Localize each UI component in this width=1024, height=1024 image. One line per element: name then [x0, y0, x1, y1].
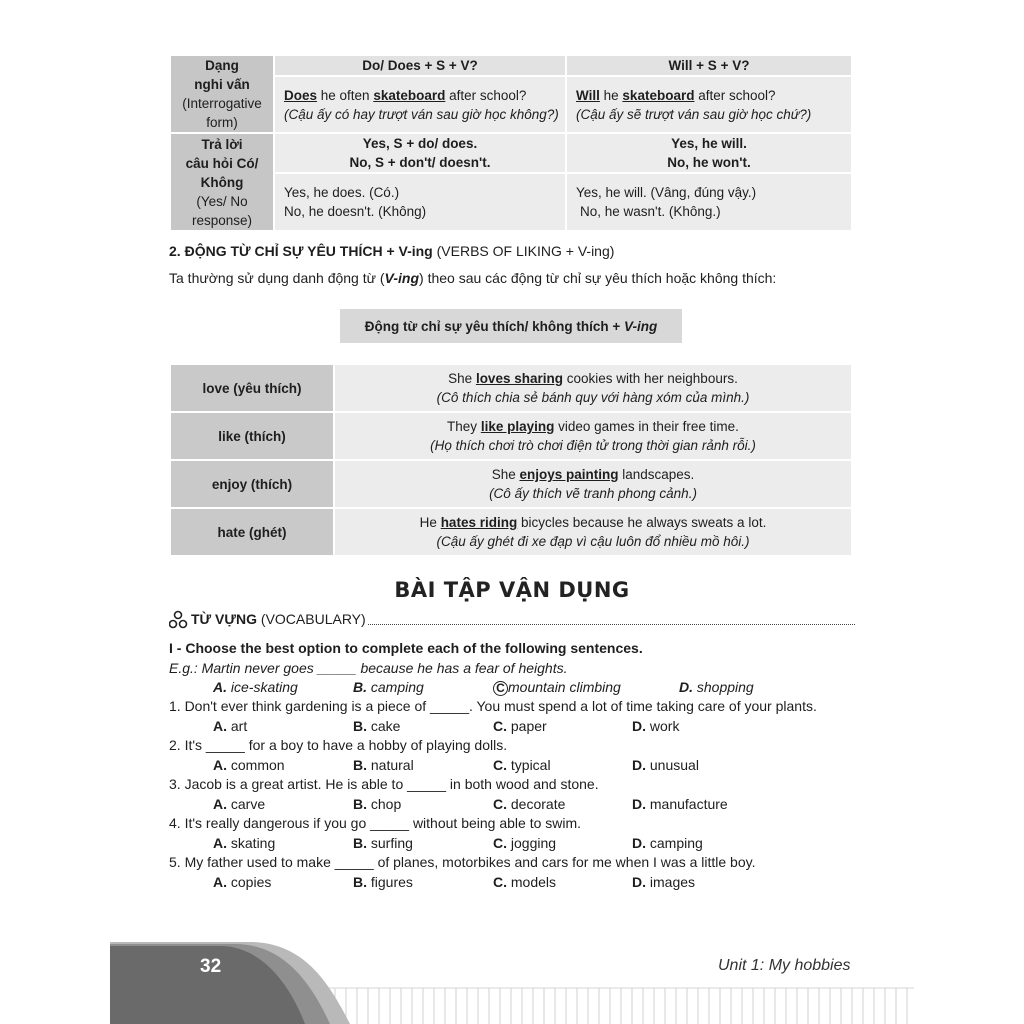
option-d [632, 796, 728, 812]
question-text: 1. Don't ever think gardening is a piece of _____. You must spend a lot of time taking care of your plants. [169, 698, 817, 714]
section-2-heading [169, 243, 614, 259]
option-letter: A. [213, 757, 227, 773]
option-letter: A. [213, 718, 227, 734]
option-b [353, 718, 400, 734]
answer-yes: Yes, S + do/ does. [362, 136, 478, 151]
option-c [493, 835, 556, 851]
intro-keyword: V-ing [384, 270, 420, 286]
page-number: 32 [200, 956, 222, 977]
option-a [213, 718, 247, 734]
option-text: common [230, 757, 285, 773]
dotted-rule [359, 624, 855, 625]
option-text: decorate [510, 796, 566, 812]
verbs-of-liking-table [169, 363, 853, 557]
option-c [493, 718, 547, 734]
example-translation: (Cô thích chia sẻ bánh quy với hàng xóm của mình.) [436, 390, 750, 405]
present-question-cell [274, 76, 566, 133]
label-line: nghi vấn [194, 77, 250, 92]
header-future: Will + S + V? [566, 55, 852, 76]
section-number: 2. [169, 243, 181, 259]
option-letter: C. [493, 718, 507, 734]
option-text: unusual [649, 757, 699, 773]
option-letter: D. [679, 679, 693, 695]
option-a [213, 874, 271, 890]
future-question-cell [566, 76, 852, 133]
option-c [493, 796, 565, 812]
exercise-instruction: I - Choose the best option to complete each of the following sentences. [169, 640, 643, 656]
label-line: response) [191, 212, 253, 228]
circles-icon [169, 610, 189, 630]
option-text: paper [510, 718, 547, 734]
vocabulary-label [191, 611, 368, 627]
structure-box [340, 309, 682, 343]
option-letter: A. [213, 679, 227, 695]
vocabulary-heading [169, 610, 855, 630]
answer-yes: Yes, he will. [671, 136, 747, 151]
example-cell [334, 412, 852, 460]
option-text: figures [370, 874, 413, 890]
label-line: Trả lời [201, 136, 243, 152]
vocab-rest: (VOCABULARY) [257, 611, 366, 627]
response-label [170, 133, 274, 231]
option-letter: C. [493, 835, 507, 851]
interrogative-label [170, 55, 274, 133]
sentence-text: She [491, 467, 520, 482]
vocab-bold: TỪ VỰNG [191, 611, 258, 627]
intro-text: ) theo sau các động từ chỉ sự yêu thích hoặc không thích: [419, 270, 777, 286]
question-text: 5. My father used to make _____ of planes, motorbikes and cars for me when I was a little boy. [169, 854, 756, 870]
option-text: manufacture [649, 796, 728, 812]
verb-word: skateboard [622, 87, 695, 103]
option-b [353, 796, 401, 812]
label-line: (Interrogative [182, 96, 262, 111]
option-a [213, 757, 285, 773]
option-a [213, 835, 275, 851]
verb-cell: love (yêu thích) [170, 364, 334, 412]
option-text: ice-skating [230, 679, 298, 695]
answer-no: No, S + don't/ doesn't. [349, 155, 491, 170]
sentence-text: She [448, 371, 476, 386]
future-question [576, 86, 846, 105]
option-letter: A. [213, 874, 227, 890]
example-sentence [335, 513, 851, 532]
option-letter: B. [353, 796, 367, 812]
sentence-text: They [447, 419, 481, 434]
option-letter: D. [632, 835, 646, 851]
section-title: ĐỘNG TỪ CHỈ SỰ YÊU THÍCH + V-ing [184, 243, 433, 259]
option-d [632, 874, 695, 890]
verb-word: skateboard [373, 87, 446, 103]
option-c [493, 874, 556, 890]
question-text: 4. It's really dangerous if you go _____ without being able to swim. [169, 815, 582, 831]
option-text: typical [510, 757, 551, 773]
table-row [170, 412, 852, 460]
example-sentence [335, 369, 851, 388]
option-letter: B. [353, 835, 367, 851]
structure-text: Động từ chỉ sự yêu thích/ không thích + [364, 318, 621, 334]
option-letter: B. [353, 874, 367, 890]
future-answer-form [566, 133, 852, 173]
option-text: art [230, 718, 248, 734]
sentence-text: video games in their free time. [554, 419, 739, 434]
section-2-intro [169, 270, 776, 286]
option-text: jogging [510, 835, 557, 851]
option-text: camping [649, 835, 703, 851]
option-text: skating [230, 835, 276, 851]
exercise-title: BÀI TẬP VẬN DỤNG [394, 578, 630, 602]
example-option-a [213, 679, 298, 695]
example-translation: (Cô ấy thích vẽ tranh phong cảnh.) [489, 486, 697, 501]
option-text: mountain climbing [508, 679, 621, 695]
example-translation: (Họ thích chơi trò chơi điện tử trong thời gian rảnh rỗi.) [430, 438, 756, 453]
example-cell [334, 508, 852, 556]
option-d [632, 718, 679, 734]
present-answer-form [274, 133, 566, 173]
present-translation: (Cậu ấy có hay trượt ván sau giờ học không?) [284, 106, 559, 122]
example-prompt: E.g.: Martin never goes _____ because he has a fear of heights. [169, 660, 568, 676]
sentence-text: He [419, 515, 441, 530]
future-translation: (Cậu ấy sẽ trượt ván sau giờ học chứ?) [576, 106, 812, 122]
present-question [284, 86, 560, 105]
option-letter: D. [632, 718, 646, 734]
option-letter: D. [632, 874, 646, 890]
option-text: natural [370, 757, 414, 773]
option-c [493, 757, 551, 773]
label-line: Dạng [205, 58, 239, 73]
question-form-table [169, 54, 853, 232]
header-present: Do/ Does + S + V? [274, 55, 566, 76]
example-cell [334, 460, 852, 508]
present-answer-example [274, 173, 566, 231]
example-sentence [335, 417, 851, 436]
key-phrase: loves sharing [475, 371, 563, 386]
example-yes: Yes, he will. (Vâng, đúng vậy.) [576, 185, 757, 200]
option-letter: D. [632, 796, 646, 812]
example-no: No, he wasn't. (Không.) [580, 204, 721, 219]
option-d [632, 835, 703, 851]
option-letter: B. [353, 679, 367, 695]
example-sentence [335, 465, 851, 484]
key-phrase: enjoys painting [519, 467, 619, 482]
option-letter: C. [493, 757, 507, 773]
structure-keyword: V-ing [623, 318, 658, 334]
option-b [353, 835, 413, 851]
example-option-c [493, 679, 621, 696]
example-translation: (Cậu ấy ghét đi xe đạp vì cậu luôn đổ nhiều mồ hôi.) [436, 534, 750, 549]
option-b [353, 757, 414, 773]
option-text: copies [230, 874, 272, 890]
sentence-text: landscapes. [618, 467, 695, 482]
future-answer-example [566, 173, 852, 231]
question-text: after school? [445, 87, 527, 103]
option-letter: C. [493, 796, 507, 812]
option-text: shopping [696, 679, 754, 695]
aux-word: Will [576, 87, 600, 103]
question-text: after school? [694, 87, 776, 103]
label-line: Không [200, 174, 244, 190]
verb-cell: like (thích) [170, 412, 334, 460]
option-b [353, 874, 413, 890]
answer-no: No, he won't. [667, 155, 751, 170]
question-text: 3. Jacob is a great artist. He is able to _____ in both wood and stone. [169, 776, 599, 792]
footer-band [0, 940, 1024, 1024]
label-line: form) [206, 115, 238, 130]
option-letter: B. [353, 718, 367, 734]
key-phrase: hates riding [440, 515, 518, 530]
option-text: work [649, 718, 680, 734]
question-text: 2. It's _____ for a boy to have a hobby of playing dolls. [169, 737, 508, 753]
table-row [170, 460, 852, 508]
option-letter: A. [213, 835, 227, 851]
intro-text: Ta thường sử dụng danh động từ ( [169, 270, 385, 286]
sentence-text: bicycles because he always sweats a lot. [517, 515, 767, 530]
question-text: he [599, 87, 623, 103]
option-text: camping [370, 679, 424, 695]
label-line: (Yes/ No [196, 193, 248, 209]
aux-word: Does [284, 87, 318, 103]
table-row [170, 508, 852, 556]
verb-cell: hate (ghét) [170, 508, 334, 556]
option-text: carve [230, 796, 266, 812]
example-yes: Yes, he does. (Có.) [284, 185, 400, 200]
option-a [213, 796, 265, 812]
label-line: câu hỏi Có/ [185, 155, 259, 171]
option-text: chop [370, 796, 402, 812]
example-cell [334, 364, 852, 412]
example-option-b [353, 679, 424, 695]
option-letter: D. [632, 757, 646, 773]
section-subtitle: (VERBS OF LIKING + V-ing) [432, 243, 615, 259]
sentence-text: cookies with her neighbours. [562, 371, 738, 386]
example-no: No, he doesn't. (Không) [284, 204, 427, 219]
verb-cell: enjoy (thích) [170, 460, 334, 508]
circled-answer-icon: C [493, 681, 508, 696]
question-text: he often [317, 87, 374, 103]
unit-title: Unit 1: My hobbies [718, 957, 851, 974]
option-letter: B. [353, 757, 367, 773]
key-phrase: like playing [480, 419, 555, 434]
table-row [170, 364, 852, 412]
option-text: images [649, 874, 696, 890]
option-text: surfing [370, 835, 413, 851]
option-text: models [510, 874, 557, 890]
example-option-d [679, 679, 754, 695]
option-d [632, 757, 699, 773]
option-letter: C. [493, 874, 507, 890]
option-text: cake [370, 718, 401, 734]
option-letter: A. [213, 796, 227, 812]
